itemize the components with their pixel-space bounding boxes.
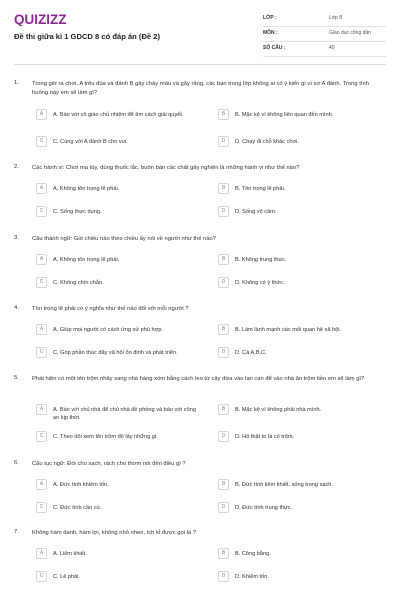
option-letter: B xyxy=(218,479,229,490)
option-b[interactable] xyxy=(218,109,386,123)
option-letter: D xyxy=(218,431,229,442)
option-letter: B xyxy=(218,109,229,120)
option-letter: D xyxy=(218,206,229,217)
option-text: D. Hô thật to là có trộm. xyxy=(235,434,295,440)
option-text: A. Báo với cô giáo chủ nhiệm để tìm cách giải quyết. xyxy=(53,112,184,118)
question-text: Trong giờ ra chơi, A trêu đùa và đánh B gây chảy máu và gãy răng, các bạn trong lớp không ai có ý kiến gì vì sợ A đánh. Trong tình huống này em sẽ làm gì? xyxy=(32,81,369,96)
option-text: A. Không tôn trọng lẽ phải. xyxy=(53,257,120,263)
option-text: B. Tôn trọng lẽ phải. xyxy=(235,186,286,192)
option-d[interactable] xyxy=(218,431,386,445)
meta-value: Lớp 8 xyxy=(329,15,343,21)
option-text: B. Mặc kệ vì không phải nhà mình. xyxy=(235,407,322,413)
option-letter: C xyxy=(36,136,47,147)
option-letter: C xyxy=(36,571,47,582)
option-text: B. Đức tính liêm khiết, sống trong sạch. xyxy=(235,482,333,488)
option-text: D. Chạy đi chỗ khác chơi. xyxy=(235,139,299,145)
option-letter: C xyxy=(36,206,47,217)
option-b[interactable] xyxy=(218,324,386,338)
option-letter: D xyxy=(218,571,229,582)
option-text: D. Sống vô cảm. xyxy=(235,209,277,215)
option-text: C. Sống thực dụng. xyxy=(53,209,102,215)
option-d[interactable] xyxy=(218,571,386,585)
question-number: 5. xyxy=(14,375,19,381)
question-number: 1. xyxy=(14,80,19,86)
option-text: C. Không chín chắn. xyxy=(53,280,104,286)
option-letter: D xyxy=(218,347,229,358)
meta-label: MÔN : xyxy=(263,30,278,36)
option-text: B. Không trung thực. xyxy=(235,257,287,263)
meta-label: SỐ CÂU : xyxy=(263,45,286,51)
option-text: A. Không tôn trọng lẽ phải. xyxy=(53,186,120,192)
option-letter: B xyxy=(218,404,229,415)
option-c[interactable] xyxy=(36,571,211,585)
option-d[interactable] xyxy=(218,136,386,150)
option-text: C. Theo dõi xem tên trộm đó lấy những gì. xyxy=(53,434,159,440)
meta-value: 40 xyxy=(329,45,335,51)
option-letter: A xyxy=(36,479,47,490)
option-c[interactable] xyxy=(36,136,211,150)
option-letter: C xyxy=(36,431,47,442)
question-text: Các hành vi: Chơi ma túy, dùng thuốc lắc, buôn bán các chất gây nghiện là những hành vi như thế nào? xyxy=(32,165,300,171)
option-text: C. Góp phần thúc đẩy xã hội ổn định và phát triển. xyxy=(53,350,178,356)
question-text: Câu tục ngữ: Đói cho sạch, rách cho thơm nói đến điều gì ? xyxy=(32,461,186,467)
meta-value: Giáo dục công dân xyxy=(329,30,371,36)
option-letter: B xyxy=(218,183,229,194)
worksheet-header xyxy=(0,0,400,70)
option-letter: A xyxy=(36,324,47,335)
option-letter: A xyxy=(36,548,47,559)
option-letter: C xyxy=(36,347,47,358)
option-text: C. Đức tính cần cù. xyxy=(53,505,102,511)
option-a[interactable] xyxy=(36,183,211,197)
question-text: Câu thành ngữ: Gió chiều nào theo chiều ấy nói về người như thế nào? xyxy=(32,236,217,242)
page-title: Đề thi giữa kì 1 GDCD 8 có đáp án (Đề 2) xyxy=(14,32,161,41)
option-letter: B xyxy=(218,548,229,559)
option-letter: A xyxy=(36,183,47,194)
meta-table xyxy=(263,12,386,58)
option-letter: A xyxy=(36,109,47,120)
option-letter: C xyxy=(36,277,47,288)
question-text: Không hám danh, hám lợi, không nhỏ nhen, ích kỉ được gọi là ? xyxy=(32,530,196,536)
meta-row-count xyxy=(263,42,386,57)
option-text: D. Đức tính trung thực. xyxy=(235,505,293,511)
option-letter: C xyxy=(36,502,47,513)
option-c[interactable] xyxy=(36,206,211,220)
option-letter: A xyxy=(36,254,47,265)
option-d[interactable] xyxy=(218,206,386,220)
question-number: 4. xyxy=(14,305,19,311)
option-text: D. Khiêm tốn. xyxy=(235,574,269,580)
option-text: C. Lẽ phải. xyxy=(53,574,81,580)
header-divider xyxy=(14,64,386,65)
option-d[interactable] xyxy=(218,277,386,291)
option-b[interactable] xyxy=(218,404,386,418)
option-letter: D xyxy=(218,502,229,513)
option-a[interactable] xyxy=(36,548,211,562)
option-b[interactable] xyxy=(218,183,386,197)
option-text: A. Đức tính khiêm tốn. xyxy=(53,482,109,488)
option-text: D. Không có ý thức. xyxy=(235,280,285,286)
option-a[interactable] xyxy=(36,324,211,338)
option-letter: D xyxy=(218,277,229,288)
quizizz-logo xyxy=(14,12,90,26)
question-number: 6. xyxy=(14,460,19,466)
option-c[interactable] xyxy=(36,347,211,361)
question-number: 3. xyxy=(14,235,19,241)
question-number: 2. xyxy=(14,164,19,170)
option-a[interactable] xyxy=(36,109,211,123)
question-text: Phát hiện có một tên trộm nhảy sang nhà hàng xóm bằng cách leo từ cây dừa vào lan can để vào nhà ăn trộm tiền em sẽ làm gì? xyxy=(32,376,365,382)
option-text: A. Liêm khiết. xyxy=(53,551,87,557)
option-a[interactable] xyxy=(36,479,211,493)
option-letter: B xyxy=(218,324,229,335)
option-text: C. Cùng với A đánh B cho vui. xyxy=(53,139,128,145)
option-letter: A xyxy=(36,404,47,415)
option-text: A. Báo với chủ nhà để chủ nhà đề phòng và báo với công an kịp thời. xyxy=(53,407,196,421)
option-b[interactable] xyxy=(218,548,386,562)
option-text: A. Giúp mọi người có cách ứng xử phù hợp. xyxy=(53,327,163,333)
meta-row-subject xyxy=(263,27,386,42)
question-number: 7. xyxy=(14,529,19,535)
option-text: B. Công bằng. xyxy=(235,551,271,557)
option-text: D. Cả A,B,C. xyxy=(235,350,267,356)
option-b[interactable] xyxy=(218,254,386,268)
option-c[interactable] xyxy=(36,431,211,445)
option-d[interactable] xyxy=(218,502,386,516)
option-d[interactable] xyxy=(218,347,386,361)
question-text: Tôn trọng lẽ phải có ý nghĩa như thế nào đối với mỗi người ? xyxy=(32,306,189,312)
option-text: B. Mặc kệ vì không liên quan đến mình. xyxy=(235,112,334,118)
option-letter: B xyxy=(218,254,229,265)
option-c[interactable] xyxy=(36,277,211,291)
option-a[interactable] xyxy=(36,254,211,268)
meta-row-class xyxy=(263,12,386,27)
quizizz-logo-text: QUIZIZZ xyxy=(14,12,67,26)
option-letter: D xyxy=(218,136,229,147)
option-b[interactable] xyxy=(218,479,386,493)
option-c[interactable] xyxy=(36,502,211,516)
option-text: B. Làm lành mạnh các mối quan hệ xã hội. xyxy=(235,327,342,333)
option-a[interactable] xyxy=(36,404,211,421)
meta-label: LỚP : xyxy=(263,15,277,21)
quizizz-logo-mark xyxy=(14,12,90,26)
